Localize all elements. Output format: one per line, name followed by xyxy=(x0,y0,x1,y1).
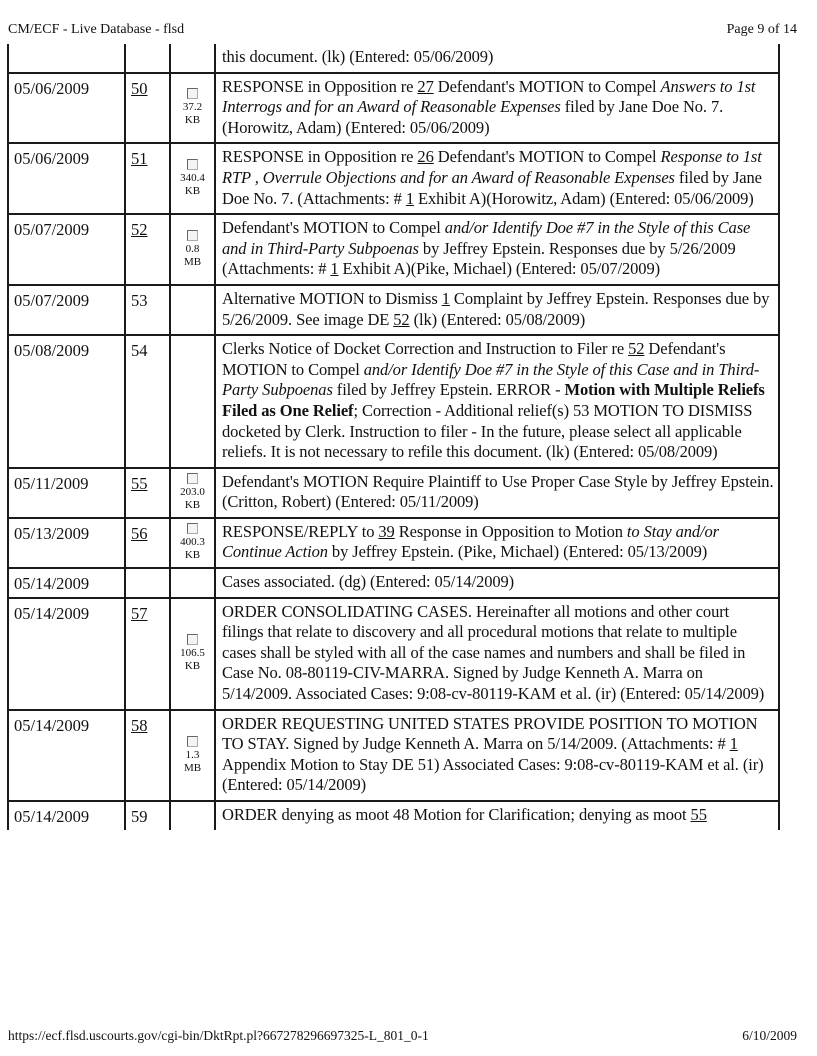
document-cell xyxy=(170,518,215,568)
entry-number-link[interactable]: 55 xyxy=(131,473,148,493)
entry-text xyxy=(215,468,779,518)
document-size-unit: KB xyxy=(184,185,201,198)
entry-number xyxy=(125,710,170,801)
entry-text-segment: Exhibit A)(Pike, Michael) (Entered: 05/07/2009) xyxy=(338,259,660,279)
document-icon[interactable] xyxy=(187,88,198,99)
entry-text-segment: (lk) (Entered: 05/08/2009) xyxy=(409,309,586,329)
document-size: 203.0 xyxy=(180,486,205,499)
docket-entry-row xyxy=(8,801,779,830)
document-icon[interactable] xyxy=(187,634,198,645)
document-size: 340.4 xyxy=(180,172,205,185)
document-cell xyxy=(170,801,215,830)
entry-date: 05/13/2009 xyxy=(8,518,125,568)
document-icon[interactable] xyxy=(187,736,198,747)
entry-date: 05/14/2009 xyxy=(8,598,125,710)
document-cell xyxy=(170,214,215,285)
entry-date: 05/07/2009 xyxy=(8,285,125,335)
docket-reference-link[interactable]: 52 xyxy=(628,339,645,359)
entry-text-segment: ; Correction - Additional relief(s) 53 MOTION TO DISMISS docketed by Clerk. Instruction to filer - In the future, please select all applicable reliefs. It is not necessary to refile this document. (lk) (Entered: 05/08/2009) xyxy=(222,400,753,462)
entry-text-segment: RESPONSE in Opposition re xyxy=(222,147,418,167)
entry-text xyxy=(215,335,779,468)
docket-reference-link[interactable]: 1 xyxy=(330,259,339,279)
docket-entry-row xyxy=(8,214,779,285)
entry-date: 05/06/2009 xyxy=(8,143,125,214)
entry-date: 05/07/2009 xyxy=(8,214,125,285)
entry-text-segment: filed by Jeffrey Epstein. ERROR - xyxy=(332,380,565,400)
document-icon[interactable] xyxy=(187,523,198,534)
entry-text-italic: to Stay and/or Continue Action xyxy=(222,521,720,562)
entry-number-link[interactable]: 57 xyxy=(131,603,148,623)
entry-number-link[interactable]: 50 xyxy=(131,78,148,98)
entry-text-segment: by Jeffrey Epstein. (Pike, Michael) (Entered: 05/13/2009) xyxy=(327,542,708,562)
entry-date: 05/14/2009 xyxy=(8,710,125,801)
document-cell xyxy=(170,285,215,335)
docket-table-body xyxy=(8,44,779,830)
entry-number xyxy=(125,518,170,568)
entry-number xyxy=(125,801,170,830)
entry-text xyxy=(215,568,779,598)
entry-number-link[interactable]: 58 xyxy=(131,715,148,735)
document-icon[interactable] xyxy=(187,473,198,484)
entry-text-segment: filed by Jane Doe No. 7. (Horowitz, Adam) (Entered: 05/06/2009) xyxy=(222,97,724,137)
docket-table xyxy=(7,44,780,830)
entry-text-segment: ORDER CONSOLIDATING CASES. Hereinafter all motions and other court filings that relate to discovery and all procedural motions that relate to multiple cases shall be styled with all of the case names and numbers and shall be filed in Case No. 08-80119-CIV-MARRA. Signed by Judge Kenneth A. Marra on 5/14/2009. Associated Cases: 9:08-cv-80119-KAM et al. (ir) (Entered: 05/14/2009) xyxy=(222,601,765,704)
entry-number-link[interactable]: 56 xyxy=(131,523,148,543)
docket-entry-row xyxy=(8,44,779,73)
document-icon[interactable] xyxy=(187,230,198,241)
document-size: 1.3 xyxy=(185,748,200,761)
entry-number-text: 53 xyxy=(131,290,148,310)
entry-text-segment: by Jeffrey Epstein. Responses due by 5/26/2009 (Attachments: # xyxy=(222,238,736,279)
page-header-title: CM/ECF - Live Database - flsd xyxy=(8,22,185,37)
entry-text-segment: Exhibit A)(Horowitz, Adam) (Entered: 05/06/2009) xyxy=(413,188,754,208)
entry-text-italic: and/or Identify Doe #7 in the Style of this Case and in Third-Party Subpoenas xyxy=(222,359,760,400)
entry-text xyxy=(215,73,779,144)
document-cell xyxy=(170,143,215,214)
entry-text-segment: Defendant's MOTION to Compel xyxy=(222,339,726,379)
entry-text xyxy=(215,143,779,214)
document-icon[interactable] xyxy=(187,159,198,170)
entry-text xyxy=(215,801,779,830)
docket-reference-link[interactable]: 52 xyxy=(393,309,410,329)
docket-entry-row xyxy=(8,710,779,801)
entry-date: 05/06/2009 xyxy=(8,73,125,144)
docket-reference-link[interactable]: 1 xyxy=(729,734,738,754)
entry-text-segment: Defendant's MOTION to Compel xyxy=(222,218,445,238)
docket-reference-link[interactable]: 27 xyxy=(417,76,434,96)
entry-number-text: 59 xyxy=(131,807,148,826)
docket-entry-row xyxy=(8,518,779,568)
entry-text xyxy=(215,285,779,335)
document-size: 0.8 xyxy=(185,243,200,256)
entry-text-segment: filed by Jane Doe No. 7. (Attachments: # xyxy=(222,167,762,208)
document-size-unit: KB xyxy=(184,499,201,512)
document-size: 37.2 xyxy=(182,101,203,114)
entry-text-segment: Defendant's MOTION Require Plaintiff to Use Proper Case Style by Jeffrey Epstein. (Critton, Robert) (Entered: 05/11/2009) xyxy=(222,471,774,512)
entry-text-segment: Alternative MOTION to Dismiss xyxy=(222,288,442,308)
docket-entry-row xyxy=(8,143,779,214)
document-cell xyxy=(170,710,215,801)
entry-number xyxy=(125,468,170,518)
document-cell xyxy=(170,44,215,73)
document-size: 106.5 xyxy=(180,647,205,660)
entry-text xyxy=(215,598,779,710)
entry-number xyxy=(125,285,170,335)
entry-number xyxy=(125,568,170,598)
entry-text-italic: Answers to 1st Interrogs and for an Award of Reasonable Expenses xyxy=(222,76,756,117)
docket-entry-row xyxy=(8,468,779,518)
page-footer-date: 6/10/2009 xyxy=(742,1028,797,1043)
document-size-unit: KB xyxy=(184,660,201,673)
docket-entry-row xyxy=(8,335,779,468)
page-footer-url: https://ecf.flsd.uscourts.gov/cgi-bin/DktRpt.pl?667278296697325-L_801_0-1 xyxy=(8,1028,429,1043)
entry-text-segment: ORDER denying as moot 48 Motion for Clarification; denying as moot xyxy=(222,805,691,824)
entry-date: 05/08/2009 xyxy=(8,335,125,468)
entry-text-italic: and/or Identify Doe #7 in the Style of this Case and in Third-Party Subpoenas xyxy=(222,218,751,258)
entry-text-segment: Clerks Notice of Docket Correction and Instruction to Filer re xyxy=(222,339,629,359)
entry-number xyxy=(125,335,170,468)
entry-date xyxy=(8,44,125,73)
entry-text-segment: RESPONSE/REPLY to xyxy=(222,521,379,541)
docket-reference-link[interactable]: 55 xyxy=(690,805,707,824)
entry-text-italic: Response to 1st RTP , Overrule Objections and for an Award of Reasonable Expenses xyxy=(222,147,762,187)
document-size-unit: KB xyxy=(184,114,201,127)
entry-text xyxy=(215,214,779,285)
document-cell xyxy=(170,598,215,710)
entry-number xyxy=(125,214,170,285)
entry-text-segment: Defendant's MOTION to Compel xyxy=(433,76,661,96)
document-size-unit: KB xyxy=(184,549,201,562)
entry-text-segment: ORDER REQUESTING UNITED STATES PROVIDE POSITION TO MOTION TO STAY. Signed by Judge Kenneth A. Marra on 5/14/2009. (Attachments: # xyxy=(222,713,758,754)
entry-text-segment: Response in Opposition to Motion xyxy=(394,521,627,541)
entry-number-link[interactable]: 52 xyxy=(131,220,148,240)
document-size-unit: MB xyxy=(183,761,202,774)
document-size: 400.3 xyxy=(180,536,205,549)
document-cell xyxy=(170,335,215,468)
document-cell xyxy=(170,568,215,598)
document-cell xyxy=(170,73,215,144)
entry-number-link[interactable]: 51 xyxy=(131,149,148,169)
entry-text-segment: Complaint by Jeffrey Epstein. Responses due by 5/26/2009. See image DE xyxy=(222,288,770,329)
page-number: Page 9 of 14 xyxy=(726,22,797,37)
entry-text xyxy=(215,44,779,73)
docket-entry-row xyxy=(8,285,779,335)
entry-text xyxy=(215,710,779,801)
entry-text-segment: this document. (lk) (Entered: 05/06/2009) xyxy=(222,47,494,66)
document-size-unit: MB xyxy=(183,256,202,269)
entry-number xyxy=(125,143,170,214)
entry-text-segment: RESPONSE in Opposition re xyxy=(222,76,418,96)
document-cell xyxy=(170,468,215,518)
docket-reference-link[interactable]: 39 xyxy=(378,521,395,541)
docket-reference-link[interactable]: 1 xyxy=(441,288,450,308)
entry-date: 05/14/2009 xyxy=(8,801,125,830)
entry-number xyxy=(125,44,170,73)
entry-text-bold: Motion with Multiple Reliefs Filed as One Relief xyxy=(222,380,765,420)
entry-text-segment: Defendant's MOTION to Compel xyxy=(433,147,661,167)
entry-text-segment: Cases associated. (dg) (Entered: 05/14/2009) xyxy=(222,572,515,592)
entry-number xyxy=(125,598,170,710)
entry-date: 05/14/2009 xyxy=(8,568,125,598)
docket-reference-link[interactable]: 26 xyxy=(417,147,434,167)
docket-entry-row xyxy=(8,598,779,710)
entry-text xyxy=(215,518,779,568)
docket-reference-link[interactable]: 1 xyxy=(405,188,414,208)
docket-entry-row xyxy=(8,73,779,144)
docket-entry-row xyxy=(8,568,779,598)
entry-number xyxy=(125,73,170,144)
entry-date: 05/11/2009 xyxy=(8,468,125,518)
entry-text-segment: Appendix Motion to Stay DE 51) Associated Cases: 9:08-cv-80119-KAM et al. (ir) (Entered: 05/14/2009) xyxy=(222,754,764,795)
entry-number-text: 54 xyxy=(131,341,148,361)
